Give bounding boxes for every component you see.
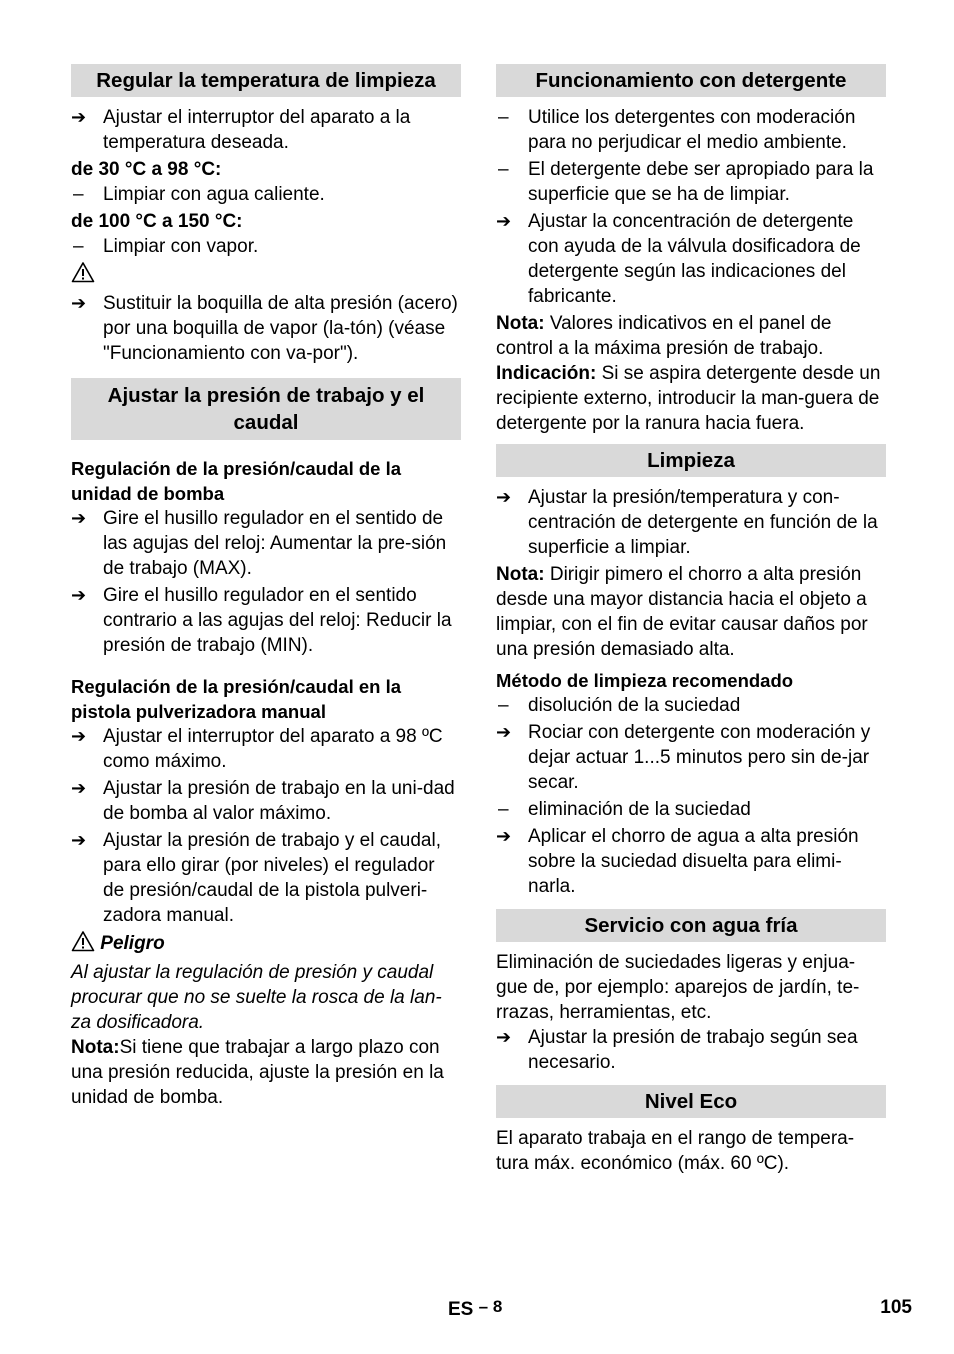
cold-water-paragraph: Eliminación de suciedades ligeras y enjua-gue de, por ejemplo: aparejos de jardín, te-rrazas, herramientas, etc. [496, 952, 860, 1023]
step-item: ➔ Ajustar la presión de trabajo en la uni-dad de bomba al valor máximo. [71, 778, 455, 824]
dash-marker: – [498, 695, 509, 716]
dash-marker: – [73, 236, 84, 257]
subsection-title-gun: Regulación de la presión/caudal en la pistola pulverizadora manual [71, 676, 402, 722]
section-title-cold-water: Servicio con agua fría [496, 909, 886, 942]
dash-item: – El detergente debe ser apropiado para la superficie que se ha de limpiar. [498, 159, 874, 205]
arrow-icon: ➔ [496, 487, 512, 507]
section-title-detergent: Funcionamiento con detergente [496, 64, 886, 97]
section-title-cleaning: Limpieza [496, 444, 886, 477]
step-item: ➔ Gire el husillo regulador en el sentido contrario a las agujas del reloj: Reducir la presión de trabajo (MIN). [71, 585, 452, 656]
dash-item: – eliminación de la suciedad [498, 799, 751, 820]
temperature-range-label: de 100 °C a 150 °C: [71, 211, 243, 232]
step-item: ➔ Ajustar la concentración de detergente con ayuda de la válvula dosificadora de detergente según las indicaciones del fabricante. [496, 211, 861, 307]
subsection-title-method: Método de limpieza recomendado [496, 670, 794, 691]
dash-item: – Utilice los detergentes con moderación para no perjudicar el medio ambiente. [498, 107, 856, 153]
dash-marker: – [498, 107, 509, 128]
danger-label: Peligro [100, 933, 165, 954]
danger-text: Al ajustar la regulación de presión y caudal procurar que no se suelte la rosca de la lan-za dosificadora. [71, 962, 442, 1033]
right-column [496, 64, 886, 1176]
dash-marker: – [498, 159, 509, 180]
step-item: ➔ Ajustar la presión de trabajo y el caudal, para ello girar (por niveles) el regulador de presión/caudal de la pistola pulveri-zadora manual. [71, 830, 441, 926]
arrow-icon: ➔ [496, 722, 512, 742]
note-paragraph: Nota: Dirigir pimero el chorro a alta presión desde una mayor distancia hacia el objeto a limpiar, con el fin de evitar causar daños por una presión demasiado alta. [496, 564, 868, 660]
note-paragraph: Nota:Si tiene que trabajar a largo plazo con una presión reducida, ajuste la presión en la unidad de bomba. [71, 1037, 444, 1108]
step-item: ➔ Gire el husillo regulador en el sentido de las agujas del reloj: Aumentar la pre-sión de trabajo (MAX). [71, 508, 447, 579]
footer-language-page: ES – 8 [448, 1297, 503, 1320]
temperature-range-label: de 30 °C a 98 °C: [71, 159, 222, 180]
warning-row [71, 261, 461, 287]
step-item: ➔ Ajustar la presión de trabajo según sea necesario. [496, 1027, 858, 1073]
step-item: ➔ Aplicar el chorro de agua a alta presión sobre la suciedad disuelta para elimi-narla. [496, 826, 859, 897]
arrow-icon: ➔ [496, 1027, 512, 1047]
arrow-icon: ➔ [496, 211, 512, 231]
arrow-icon: ➔ [71, 508, 87, 528]
dash-item: – disolución de la suciedad [498, 695, 741, 716]
section-title-temperature: Regular la temperatura de limpieza [71, 64, 461, 97]
arrow-icon: ➔ [71, 778, 87, 798]
warning-triangle-icon [71, 261, 95, 283]
step-item: ➔ Ajustar la presión/temperatura y con-centración de detergente en función de la superficie a limpiar. [496, 487, 878, 558]
dash-marker: – [73, 184, 84, 205]
dash-item: – Limpiar con agua caliente. [73, 184, 325, 205]
indication-paragraph: Indicación: Si se aspira detergente desde un recipiente externo, introducir la man-guera de detergente por la ranura hacia fuera. [496, 363, 881, 434]
section-title-eco: Nivel Eco [496, 1085, 886, 1118]
arrow-icon: ➔ [71, 726, 87, 746]
arrow-icon: ➔ [496, 826, 512, 846]
step-item: ➔ Ajustar el interruptor del aparato a 98 ºC como máximo. [71, 726, 443, 772]
left-column [71, 64, 461, 1110]
arrow-icon: ➔ [71, 585, 87, 605]
subsection-title-pump: Regulación de la presión/caudal de la unidad de bomba [71, 458, 402, 504]
page-number: 105 [880, 1297, 912, 1318]
section-title-pressure: Ajustar la presión de trabajo y el caudal [71, 378, 461, 440]
note-paragraph: Nota: Valores indicativos en el panel de control a la máxima presión de trabajo. [496, 313, 832, 359]
step-item: ➔ Rociar con detergente con moderación y dejar actuar 1...5 minutos pero sin de-jar secar. [496, 722, 871, 793]
step-item: ➔ Sustituir la boquilla de alta presión (acero) por una boquilla de vapor (la-tón) (véase "Funcionamiento con va-por"). [71, 293, 458, 364]
danger-row [71, 930, 461, 956]
dash-marker: – [498, 799, 509, 820]
dash-item: – Limpiar con vapor. [73, 236, 259, 257]
warning-triangle-icon [71, 930, 95, 952]
eco-paragraph: El aparato trabaja en el rango de tempera-tura máx. económico (máx. 60 ºC). [496, 1128, 855, 1174]
arrow-icon: ➔ [71, 293, 87, 313]
arrow-icon: ➔ [71, 107, 87, 127]
arrow-icon: ➔ [71, 830, 87, 850]
step-item: ➔ Ajustar el interruptor del aparato a la temperatura deseada. [71, 107, 411, 153]
